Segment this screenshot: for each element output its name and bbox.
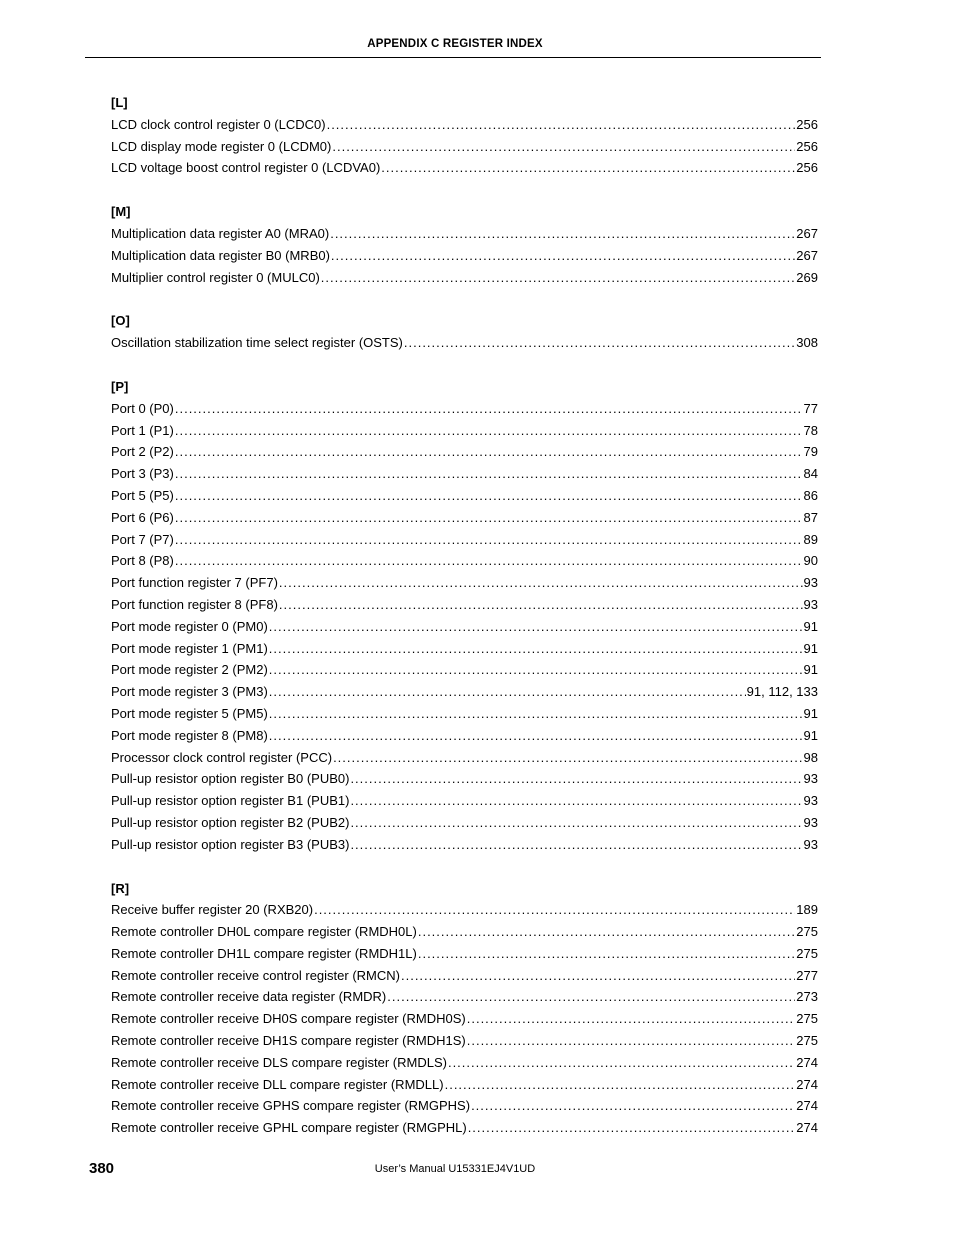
entry-name: Pull-up resistor option register B1 (PUB1) [111, 793, 350, 809]
index-entry [111, 1117, 818, 1139]
section-letter: [O] [111, 313, 130, 329]
entry-page: 98 [803, 749, 818, 765]
dot-leader [269, 638, 803, 660]
entry-name: Port mode register 1 (PM1) [111, 640, 268, 656]
entry-page: 79 [803, 444, 818, 460]
dot-leader [175, 441, 803, 463]
index-entry [111, 114, 818, 136]
index-entry [111, 943, 818, 965]
dot-leader [279, 594, 803, 616]
entry-name: Port mode register 8 (PM8) [111, 727, 268, 743]
entry-name: Remote controller DH0L compare register (RMDH0L) [111, 924, 417, 940]
index-entry [111, 507, 818, 529]
index-entry [111, 529, 818, 551]
index-entry [111, 136, 818, 158]
dot-leader [448, 1052, 795, 1074]
index-entry [111, 965, 818, 987]
dot-leader [445, 1074, 796, 1096]
entry-name: Oscillation stabilization time select register (OSTS) [111, 335, 403, 351]
entry-name: Port mode register 3 (PM3) [111, 684, 268, 700]
entry-page: 189 [796, 902, 818, 918]
entry-page: 274 [796, 1098, 818, 1114]
index-entry [111, 747, 818, 769]
index-entry [111, 594, 818, 616]
entry-name: Remote controller receive DLL compare register (RMDLL) [111, 1076, 444, 1092]
dot-leader [314, 899, 795, 921]
index-entry [111, 441, 818, 463]
dot-leader [387, 986, 795, 1008]
entry-page: 267 [796, 225, 818, 241]
entry-name: Remote controller receive DLS compare register (RMDLS) [111, 1054, 447, 1070]
entry-page: 91 [803, 662, 818, 678]
entry-page: 93 [803, 814, 818, 830]
entry-name: Port mode register 0 (PM0) [111, 618, 268, 634]
index-entry [111, 921, 818, 943]
dot-leader [175, 463, 803, 485]
dot-leader [175, 398, 803, 420]
entry-page: 274 [796, 1120, 818, 1136]
entry-name: Remote controller receive DH1S compare register (RMDH1S) [111, 1033, 466, 1049]
dot-leader [175, 507, 803, 529]
entry-page: 91 [803, 705, 818, 721]
index-section [111, 376, 818, 856]
index-entry [111, 223, 818, 245]
index-entry [111, 420, 818, 442]
entry-name: Remote controller receive GPHS compare register (RMGPHS) [111, 1098, 471, 1114]
entry-page: 93 [803, 596, 818, 612]
entry-name: Port 0 (P0) [111, 400, 174, 416]
entry-page: 275 [796, 1011, 818, 1027]
entry-page: 275 [796, 924, 818, 940]
entry-name: Port function register 8 (PF8) [111, 596, 278, 612]
entry-name: Pull-up resistor option register B0 (PUB0) [111, 771, 350, 787]
entry-page: 77 [803, 400, 818, 416]
index-entry [111, 485, 818, 507]
dot-leader [401, 965, 795, 987]
index-section [111, 201, 818, 288]
index-entry [111, 681, 818, 703]
entry-page: 256 [796, 138, 818, 154]
section-letter: [P] [111, 378, 129, 394]
entry-page: 93 [803, 836, 818, 852]
dot-leader [333, 747, 802, 769]
index-entry [111, 463, 818, 485]
entry-name: LCD display mode register 0 (LCDM0) [111, 138, 332, 154]
section-letter: [M] [111, 204, 131, 220]
index-entry [111, 332, 818, 354]
section-letter: [R] [111, 880, 130, 896]
dot-leader [350, 834, 802, 856]
dot-leader [332, 136, 795, 158]
dot-leader [321, 267, 796, 289]
index-entry [111, 725, 818, 747]
dot-leader [175, 485, 803, 507]
entry-name: Receive buffer register 20 (RXB20) [111, 902, 314, 918]
index-entry [111, 1052, 818, 1074]
entry-name: Remote controller receive GPHL compare register (RMGPHL) [111, 1120, 467, 1136]
index-entry [111, 899, 818, 921]
dot-leader [418, 921, 795, 943]
entry-name: Port 2 (P2) [111, 444, 174, 460]
entry-page: 84 [803, 466, 818, 482]
dot-leader [350, 768, 802, 790]
entry-page: 91 [803, 727, 818, 743]
index-entry [111, 834, 818, 856]
entry-page: 274 [796, 1076, 818, 1092]
dot-leader [471, 1095, 795, 1117]
entry-page: 269 [796, 269, 818, 285]
page-header-title: APPENDIX C REGISTER INDEX [367, 38, 543, 50]
entry-page: 91 [803, 640, 818, 656]
entry-name: Port mode register 2 (PM2) [111, 662, 268, 678]
entry-name: Pull-up resistor option register B2 (PUB2) [111, 814, 350, 830]
entry-name: Port 8 (P8) [111, 553, 174, 569]
index-entry [111, 572, 818, 594]
dot-leader [467, 1030, 796, 1052]
entry-page: 91, 112, 133 [746, 684, 818, 700]
entry-name: Port 5 (P5) [111, 487, 174, 503]
entry-name: Port 7 (P7) [111, 531, 174, 547]
entry-name: Multiplication data register A0 (MRA0) [111, 225, 330, 241]
index-entry [111, 398, 818, 420]
index-entry [111, 703, 818, 725]
index-entry [111, 1030, 818, 1052]
dot-leader [404, 332, 795, 354]
entry-page: 93 [803, 771, 818, 787]
entry-page: 78 [803, 422, 818, 438]
entry-page: 87 [803, 509, 818, 525]
register-index-list [111, 92, 818, 1161]
index-entry [111, 659, 818, 681]
dot-leader [327, 114, 796, 136]
entry-page: 93 [803, 575, 818, 591]
entry-page: 267 [796, 247, 818, 263]
index-section [111, 878, 818, 1140]
dot-leader [175, 529, 803, 551]
entry-page: 308 [796, 335, 818, 351]
index-section [111, 92, 818, 179]
entry-name: Port 1 (P1) [111, 422, 174, 438]
entry-name: Port 3 (P3) [111, 466, 174, 482]
dot-leader [330, 223, 795, 245]
index-entry [111, 550, 818, 572]
entry-name: Port 6 (P6) [111, 509, 174, 525]
dot-leader [269, 725, 803, 747]
dot-leader [418, 943, 795, 965]
dot-leader [468, 1117, 796, 1139]
index-entry [111, 245, 818, 267]
dot-leader [279, 572, 803, 594]
dot-leader [350, 790, 802, 812]
entry-name: Port mode register 5 (PM5) [111, 705, 268, 721]
entry-page: 90 [803, 553, 818, 569]
entry-name: Multiplication data register B0 (MRB0) [111, 247, 330, 263]
dot-leader [467, 1008, 796, 1030]
entry-page: 256 [796, 116, 818, 132]
entry-name: LCD voltage boost control register 0 (LCDVA0) [111, 160, 381, 176]
index-entry [111, 616, 818, 638]
dot-leader [381, 157, 795, 179]
index-entry [111, 790, 818, 812]
entry-name: Port function register 7 (PF7) [111, 575, 278, 591]
dot-leader [350, 812, 802, 834]
manual-id: User’s Manual U15331EJ4V1UD [374, 1163, 536, 1175]
page-number: 380 [89, 1160, 115, 1177]
entry-page: 91 [803, 618, 818, 634]
dot-leader [175, 550, 803, 572]
index-entry [111, 768, 818, 790]
index-entry [111, 1095, 818, 1117]
index-entry [111, 1008, 818, 1030]
entry-name: LCD clock control register 0 (LCDC0) [111, 116, 326, 132]
dot-leader [269, 659, 803, 681]
entry-name: Remote controller DH1L compare register (RMDH1L) [111, 945, 417, 961]
entry-name: Pull-up resistor option register B3 (PUB3) [111, 836, 350, 852]
entry-page: 277 [796, 967, 818, 983]
index-entry [111, 267, 818, 289]
entry-page: 275 [796, 945, 818, 961]
entry-page: 256 [796, 160, 818, 176]
dot-leader [269, 616, 803, 638]
dot-leader [175, 420, 803, 442]
entry-name: Remote controller receive control register (RMCN) [111, 967, 400, 983]
dot-leader [269, 681, 746, 703]
entry-page: 86 [803, 487, 818, 503]
dot-leader [331, 245, 795, 267]
header-rule [85, 57, 821, 58]
index-entry [111, 986, 818, 1008]
index-entry [111, 812, 818, 834]
entry-name: Processor clock control register (PCC) [111, 749, 333, 765]
index-section [111, 310, 818, 354]
entry-page: 275 [796, 1033, 818, 1049]
section-letter: [L] [111, 95, 128, 110]
entry-name: Multiplier control register 0 (MULC0) [111, 269, 320, 285]
entry-page: 93 [803, 793, 818, 809]
entry-name: Remote controller receive data register (RMDR) [111, 989, 387, 1005]
index-entry [111, 638, 818, 660]
index-entry [111, 157, 818, 179]
entry-page: 274 [796, 1054, 818, 1070]
index-entry [111, 1074, 818, 1096]
entry-name: Remote controller receive DH0S compare register (RMDH0S) [111, 1011, 466, 1027]
entry-page: 273 [796, 989, 818, 1005]
dot-leader [269, 703, 803, 725]
entry-page: 89 [803, 531, 818, 547]
